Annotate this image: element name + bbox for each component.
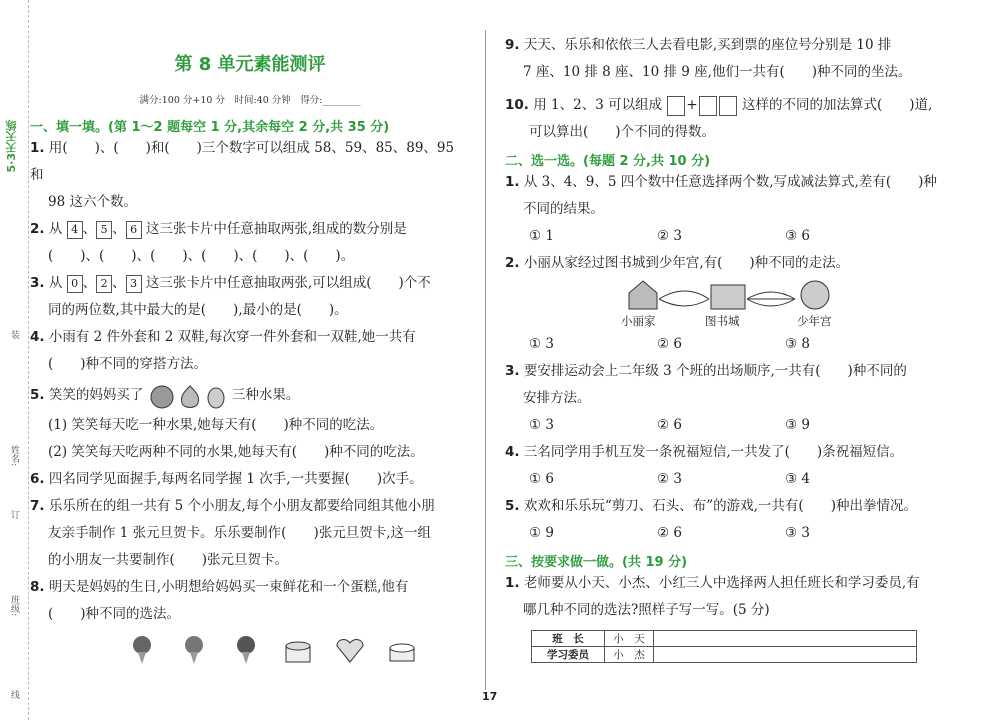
page-title: 第 8 单元素能测评 xyxy=(174,54,326,75)
class-label: 班级: xyxy=(9,595,19,617)
question-8: 8. 明天是妈妈的生日,小明想给妈妈买一束鲜花和一个蛋糕,他有 ( )种不同的选法。 xyxy=(30,579,409,622)
route-path xyxy=(659,291,709,299)
answer-table xyxy=(531,630,917,663)
option[interactable]: ② 6 xyxy=(657,525,682,541)
question-6: 6. 四名同学见面握手,每两名同学握 1 次手,一共要握( )次手。 xyxy=(30,471,423,487)
section-3-heading: 三、按要求做一做。(共 19 分) xyxy=(505,555,688,570)
youth-palace-icon xyxy=(801,281,829,309)
house-icon xyxy=(629,281,657,309)
option[interactable]: ② 6 xyxy=(657,336,682,352)
bouquet-icon xyxy=(177,634,211,664)
choice-options-5 xyxy=(505,520,955,547)
option[interactable]: ② 3 xyxy=(657,228,682,244)
route-diagram xyxy=(621,277,955,331)
youth-palace-label: 少年宫 xyxy=(797,314,832,328)
number-card: 0 xyxy=(67,275,83,293)
choice-question-1: 1. 从 3、4、9、5 四个数中任意选择两个数,写成减法算式,差有( )种 不同的结果。 xyxy=(505,174,937,217)
section-1-heading: 一、填一填。(第 1～2 题每空 1 分,其余每空 2 分,共 35 分) xyxy=(30,120,390,135)
question-9: 9. 天天、乐乐和依依三人去看电影,买到票的座位号分别是 10 排 7 座、10 排 8 座、10 排 9 座,他们一共有( )种不同的坐法。 xyxy=(505,37,912,80)
score-info: 满分:100 分+10 分 时间:40 分钟 得分:________ xyxy=(139,95,361,106)
number-card: 4 xyxy=(67,221,83,239)
option[interactable]: ① 1 xyxy=(529,228,554,244)
question-5-part-1: (1) 笑笑每天吃一种水果,她每天有( )种不同的吃法。 xyxy=(48,417,384,433)
cut-mark-b: 订 xyxy=(9,510,19,519)
choice-options-3 xyxy=(505,412,955,439)
option[interactable]: ② 3 xyxy=(657,471,682,487)
apple-icon xyxy=(151,386,173,408)
question-5-part-2: (2) 笑笑每天吃两种不同的水果,她每天有( )种不同的吃法。 xyxy=(48,444,424,460)
library-label: 图书城 xyxy=(705,314,740,328)
route-path xyxy=(747,292,795,299)
role-cell: 学习委员 xyxy=(532,647,605,663)
name-cell: 小 天 xyxy=(605,631,654,647)
option[interactable]: ③ 3 xyxy=(785,525,810,541)
pear-icon xyxy=(181,386,198,408)
cake-icon xyxy=(281,634,315,664)
home-label: 小丽家 xyxy=(621,314,656,328)
bouquet-icon xyxy=(229,634,263,664)
choice-question-2: 2. 小丽从家经过图书城到少年宫,有( )种不同的走法。 xyxy=(505,255,850,271)
option[interactable]: ① 3 xyxy=(529,336,554,352)
question-2: 2. 从 4 、 5 、 6 这三张卡片中任意抽取两张,组成的数分别是 ( )、( )、( )、( )、( )、( )。 xyxy=(30,221,407,264)
option[interactable]: ③ 6 xyxy=(785,228,810,244)
blank-box xyxy=(699,96,717,116)
blank-box xyxy=(667,96,685,116)
table-row xyxy=(532,631,917,647)
cake-icon xyxy=(385,634,419,664)
role-cell: 班 长 xyxy=(532,631,605,647)
fruit-icons xyxy=(148,382,228,410)
blank-box xyxy=(719,96,737,116)
question-1: 1. 用( )、( )和( )三个数字可以组成 58、59、85、89、95 和 98 这六个数。 xyxy=(30,140,455,210)
option[interactable]: ③ 9 xyxy=(785,417,810,433)
option[interactable]: ③ 8 xyxy=(785,336,810,352)
number-card: 5 xyxy=(96,221,112,239)
brand-logo: 5·3天天练 xyxy=(5,120,18,173)
section-2-heading: 二、选一选。(每题 2 分,共 10 分) xyxy=(505,154,711,169)
name-label: 姓名: xyxy=(9,445,19,467)
task-question-1: 1. 老师要从小天、小杰、小红三人中选择两人担任班长和学习委员,有 哪几种不同的选法?照样子写一写。(5 分) xyxy=(505,575,920,618)
cut-mark-a: 装 xyxy=(9,330,19,339)
route-path xyxy=(659,299,709,306)
blank-cell[interactable] xyxy=(654,631,917,647)
option[interactable]: ① 6 xyxy=(529,471,554,487)
left-column xyxy=(30,0,470,664)
page-number: 17 xyxy=(482,690,498,703)
binding-margin xyxy=(0,0,29,720)
name-cell: 小 杰 xyxy=(605,647,654,663)
route-path xyxy=(747,299,795,306)
choice-question-3: 3. 要安排运动会上二年级 3 个班的出场顺序,一共有( )种不同的 安排方法。 xyxy=(505,363,907,406)
cake-icon xyxy=(333,634,367,664)
cut-mark-c: 线 xyxy=(9,690,19,699)
flower-cake-illustrations xyxy=(125,634,470,664)
bouquet-icon xyxy=(125,634,159,664)
choice-options-4 xyxy=(505,466,955,493)
library-icon xyxy=(711,285,745,309)
question-7: 7. 乐乐所在的组一共有 5 个小朋友,每个小朋友都要给同组其他小朋 友亲手制作 1 张元旦贺卡。乐乐要制作( )张元旦贺卡,这一组 的小朋友一共要制作( )张元旦贺卡。 xyxy=(30,498,435,568)
question-3: 3. 从 0 、 2 、 3 这三张卡片中任意抽取两张,可以组成( )个不 同的两位数,其中最大的是( ),最小的是( )。 xyxy=(30,275,431,318)
question-5: 5. 笑笑的妈妈买了 三种水果。 xyxy=(30,378,470,412)
blank-cell[interactable] xyxy=(654,647,917,663)
choice-options-2 xyxy=(505,331,955,358)
number-card: 3 xyxy=(126,275,142,293)
option[interactable]: ① 3 xyxy=(529,417,554,433)
strawberry-icon xyxy=(208,388,224,408)
column-divider xyxy=(485,30,486,690)
question-10: 10. 用 1、2、3 可以组成 + 这样的不同的加法算式( )道, 可以算出( )个不同的得数。 xyxy=(505,97,933,140)
choice-options-1 xyxy=(505,223,955,250)
question-4: 4. 小雨有 2 件外套和 2 双鞋,每次穿一件外套和一双鞋,她一共有 ( )种不同的穿搭方法。 xyxy=(30,329,416,372)
number-card: 2 xyxy=(96,275,112,293)
option[interactable]: ③ 4 xyxy=(785,471,810,487)
option[interactable]: ② 6 xyxy=(657,417,682,433)
choice-question-4: 4. 三名同学用手机互发一条祝福短信,一共发了( )条祝福短信。 xyxy=(505,444,904,460)
table-row xyxy=(532,647,917,663)
right-column xyxy=(505,0,955,663)
option[interactable]: ① 9 xyxy=(529,525,554,541)
choice-question-5: 5. 欢欢和乐乐玩“剪刀、石头、布”的游戏,一共有( )种出拳情况。 xyxy=(505,498,917,514)
number-card: 6 xyxy=(126,221,142,239)
